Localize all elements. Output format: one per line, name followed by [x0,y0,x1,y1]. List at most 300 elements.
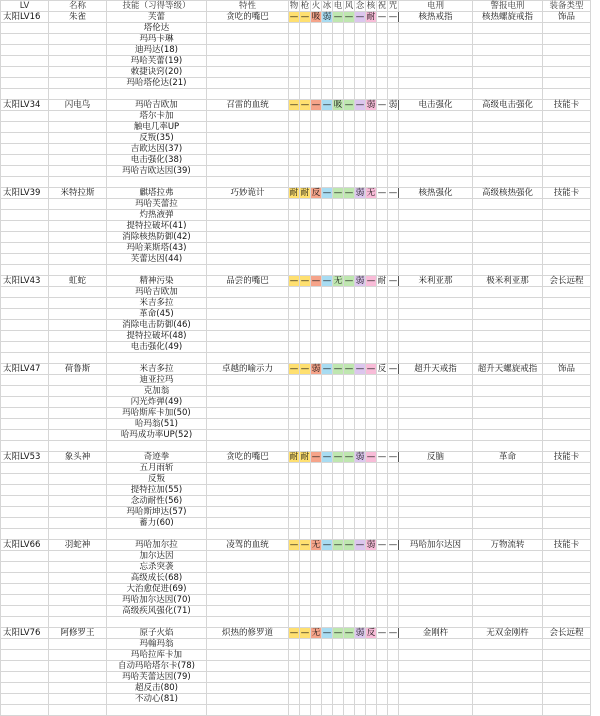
empty-cell [355,562,366,573]
empty-cell [289,243,300,254]
skill-cell: 玛哈芙蕾达因(79) [107,672,207,683]
empty-cell [377,584,388,595]
empty-cell [473,232,543,243]
skill-cell: 消除电击防御(46) [107,320,207,331]
empty-cell [377,375,388,386]
empty-cell [311,254,322,265]
empty-cell [300,166,311,177]
empty-cell [473,496,543,507]
empty-cell [388,221,399,232]
empty-cell [300,309,311,320]
empty-cell [49,309,107,320]
empty-cell [49,705,107,716]
empty-cell [311,562,322,573]
persona-trait: 凌驾的血统 [207,540,289,551]
empty-cell [289,45,300,56]
empty-cell [333,430,344,441]
empty-cell [344,584,355,595]
table-row [1,375,591,386]
table-row [1,408,591,419]
skill-cell: 玛玛卡琳 [107,34,207,45]
empty-cell [322,298,333,309]
empty-cell [377,133,388,144]
empty-cell [377,155,388,166]
empty-cell [311,584,322,595]
empty-cell [311,111,322,122]
empty-cell [207,419,289,430]
empty-cell [1,694,49,705]
empty-cell [344,650,355,661]
empty-cell [399,23,473,34]
empty-cell [355,419,366,430]
empty-cell [473,353,543,364]
empty-cell [344,320,355,331]
empty-cell [399,606,473,617]
resist-cell: — [344,11,354,22]
empty-cell [300,661,311,672]
skill-cell: 米吉多拉 [107,364,207,375]
empty-cell [344,562,355,573]
empty-cell [322,45,333,56]
empty-cell [377,177,388,188]
empty-cell [355,441,366,452]
empty-cell [311,496,322,507]
resist-cell: — [289,99,299,110]
empty-cell [333,309,344,320]
empty-cell [49,177,107,188]
empty-cell [49,89,107,100]
skill-cell: 玛哈斯坤达(57) [107,507,207,518]
empty-cell [543,551,591,562]
empty-cell [207,34,289,45]
empty-cell [399,56,473,67]
empty-cell [49,408,107,419]
empty-cell [543,67,591,78]
empty-cell [355,661,366,672]
table-row [1,45,591,56]
empty-cell [1,650,49,661]
empty-cell [366,144,377,155]
spacer-row [1,265,591,276]
header-name: 名称 [49,1,107,12]
empty-cell [399,430,473,441]
empty-cell [543,661,591,672]
empty-cell [377,485,388,496]
empty-cell [322,243,333,254]
empty-cell [311,243,322,254]
empty-cell [322,518,333,529]
empty-cell [355,408,366,419]
empty-cell [366,617,377,628]
empty-cell [388,265,399,276]
empty-cell [399,89,473,100]
skill-cell: 反叛(35) [107,133,207,144]
empty-cell [289,23,300,34]
empty-cell [311,694,322,705]
empty-cell [473,474,543,485]
empty-cell [300,155,311,166]
empty-cell [49,694,107,705]
electric-chair-result: 米利亚那 [399,276,473,287]
empty-cell [543,342,591,353]
empty-cell [388,375,399,386]
empty-cell [300,573,311,584]
empty-cell [300,243,311,254]
empty-cell [355,496,366,507]
empty-cell [107,177,207,188]
empty-cell [333,705,344,716]
empty-cell [322,683,333,694]
empty-cell [207,331,289,342]
table-row [1,67,591,78]
empty-cell [311,265,322,276]
empty-cell [1,463,49,474]
spacer-row [1,617,591,628]
empty-cell [107,89,207,100]
empty-cell [473,243,543,254]
empty-cell [207,584,289,595]
empty-cell [355,67,366,78]
table-row [1,166,591,177]
empty-cell [366,518,377,529]
empty-cell [344,485,355,496]
empty-cell [355,166,366,177]
empty-cell [543,243,591,254]
empty-cell [289,584,300,595]
empty-cell [322,78,333,89]
empty-cell [355,320,366,331]
empty-cell [49,639,107,650]
empty-cell [473,551,543,562]
empty-cell [377,551,388,562]
empty-cell [333,529,344,540]
empty-cell [388,694,399,705]
equip-type: 技能卡 [543,188,591,199]
empty-cell [49,111,107,122]
empty-cell [399,397,473,408]
empty-cell [322,485,333,496]
empty-cell [543,144,591,155]
empty-cell [1,23,49,34]
empty-cell [1,199,49,210]
empty-cell [333,650,344,661]
empty-cell [49,122,107,133]
resist-cell: — [344,539,354,550]
resist-cell: — [289,275,299,286]
empty-cell [107,353,207,364]
empty-cell [388,683,399,694]
empty-cell [355,199,366,210]
empty-cell [366,254,377,265]
empty-cell [333,694,344,705]
empty-cell [322,463,333,474]
empty-cell [300,584,311,595]
empty-cell [543,639,591,650]
resist-cell: — [289,627,299,638]
empty-cell [543,232,591,243]
empty-cell [207,254,289,265]
empty-cell [388,78,399,89]
empty-cell [207,705,289,716]
empty-cell [300,320,311,331]
resist-cell: — [388,187,398,198]
skill-cell: 迪玛达(18) [107,45,207,56]
equip-type: 技能卡 [543,100,591,111]
empty-cell [322,331,333,342]
empty-cell [355,287,366,298]
empty-cell [207,573,289,584]
empty-cell [207,617,289,628]
empty-cell [543,89,591,100]
skill-cell: 反叛 [107,474,207,485]
empty-cell [49,353,107,364]
empty-cell [543,573,591,584]
empty-cell [388,287,399,298]
empty-cell [543,419,591,430]
empty-cell [311,177,322,188]
empty-cell [322,177,333,188]
skill-cell: 提特拉加(55) [107,485,207,496]
empty-cell [207,199,289,210]
empty-cell [311,529,322,540]
empty-cell [300,265,311,276]
skill-cell: 提特拉破坏(41) [107,221,207,232]
empty-cell [473,56,543,67]
skill-cell: 玛哈斯库卡加(50) [107,408,207,419]
empty-cell [344,67,355,78]
empty-cell [473,287,543,298]
empty-cell [322,705,333,716]
empty-cell [473,397,543,408]
empty-cell [344,133,355,144]
empty-cell [289,518,300,529]
resist-cell: — [344,99,354,110]
empty-cell [377,353,388,364]
table-row [1,452,591,463]
resist-cell: — [388,363,398,374]
empty-cell [333,639,344,650]
empty-cell [322,430,333,441]
empty-cell [543,56,591,67]
empty-cell [49,67,107,78]
header-alarm-chair: 警报电刑 [473,1,543,12]
resist-cell: 弱 [366,539,376,550]
empty-cell [289,254,300,265]
empty-cell [49,56,107,67]
empty-cell [366,408,377,419]
empty-cell [543,518,591,529]
empty-cell [543,408,591,419]
empty-cell [333,89,344,100]
empty-cell [377,386,388,397]
empty-cell [311,144,322,155]
empty-cell [207,144,289,155]
empty-cell [366,166,377,177]
resist-cell: — [300,11,310,22]
empty-cell [473,485,543,496]
empty-cell [543,507,591,518]
empty-cell [311,166,322,177]
empty-cell [543,430,591,441]
empty-cell [300,606,311,617]
empty-cell [333,155,344,166]
empty-cell [49,166,107,177]
empty-cell [344,342,355,353]
empty-cell [473,265,543,276]
empty-cell [1,56,49,67]
empty-cell [366,661,377,672]
empty-cell [49,210,107,221]
empty-cell [399,309,473,320]
empty-cell [543,155,591,166]
skill-cell: 玛哈吉欧达因(39) [107,166,207,177]
resist-cell: 弱 [388,99,398,110]
electric-chair-result: 核热戒指 [399,12,473,23]
empty-cell [322,342,333,353]
empty-cell [344,573,355,584]
empty-cell [377,342,388,353]
empty-cell [300,485,311,496]
empty-cell [49,23,107,34]
empty-cell [473,639,543,650]
empty-cell [388,232,399,243]
resist-cell: — [289,11,299,22]
empty-cell [49,683,107,694]
empty-cell [49,155,107,166]
skill-cell: 玛哈吉欧加 [107,100,207,111]
empty-cell [366,595,377,606]
empty-cell [322,441,333,452]
empty-cell [322,287,333,298]
skill-cell: 玛哈芙蕾拉 [107,199,207,210]
empty-cell [377,639,388,650]
spacer-row [1,441,591,452]
table-row [1,606,591,617]
skill-cell: 念动耐性(56) [107,496,207,507]
empty-cell [322,265,333,276]
empty-cell [377,441,388,452]
table-row [1,507,591,518]
resist-cell: — [355,11,365,22]
resist-cell: — [300,539,310,550]
empty-cell [333,298,344,309]
empty-cell [377,518,388,529]
empty-cell [355,694,366,705]
empty-cell [333,595,344,606]
empty-cell [388,397,399,408]
resist-cell: 弱 [366,99,376,110]
empty-cell [377,243,388,254]
empty-cell [388,595,399,606]
empty-cell [311,507,322,518]
electric-chair-result: 玛哈加尔达因 [399,540,473,551]
empty-cell [366,56,377,67]
resist-cell: — [377,451,387,462]
empty-cell [388,56,399,67]
table-row [1,12,591,23]
empty-cell [355,144,366,155]
empty-cell [207,463,289,474]
skill-cell: 电击强化(38) [107,155,207,166]
empty-cell [1,474,49,485]
empty-cell [355,639,366,650]
empty-cell [543,78,591,89]
empty-cell [377,683,388,694]
empty-cell [207,89,289,100]
table-row [1,100,591,111]
empty-cell [1,606,49,617]
empty-cell [311,232,322,243]
empty-cell [344,595,355,606]
empty-cell [289,111,300,122]
empty-cell [355,254,366,265]
empty-cell [399,518,473,529]
header-resist-psy: 念 [355,0,365,11]
empty-cell [399,650,473,661]
empty-cell [300,474,311,485]
empty-cell [322,397,333,408]
empty-cell [300,254,311,265]
empty-cell [1,584,49,595]
empty-cell [377,694,388,705]
empty-cell [1,265,49,276]
skill-cell: 克加翁 [107,386,207,397]
empty-cell [300,342,311,353]
persona-trait: 贪吃的嘴巴 [207,452,289,463]
empty-cell [377,573,388,584]
empty-cell [49,496,107,507]
empty-cell [366,639,377,650]
empty-cell [322,474,333,485]
empty-cell [1,122,49,133]
empty-cell [473,342,543,353]
empty-cell [355,529,366,540]
empty-cell [344,507,355,518]
empty-cell [49,584,107,595]
empty-cell [289,78,300,89]
empty-cell [49,287,107,298]
empty-cell [366,397,377,408]
empty-cell [344,298,355,309]
persona-trait: 贪吃的嘴巴 [207,12,289,23]
empty-cell [322,694,333,705]
empty-cell [311,474,322,485]
empty-cell [300,386,311,397]
empty-cell [355,342,366,353]
alarm-chair-result: 核热螺旋戒指 [473,12,543,23]
resist-cell: — [322,275,332,286]
empty-cell [49,672,107,683]
empty-cell [377,309,388,320]
empty-cell [473,144,543,155]
empty-cell [207,408,289,419]
empty-cell [207,595,289,606]
empty-cell [333,606,344,617]
empty-cell [300,650,311,661]
empty-cell [311,45,322,56]
empty-cell [473,221,543,232]
empty-cell [473,584,543,595]
empty-cell [344,639,355,650]
table-row [1,628,591,639]
empty-cell [344,441,355,452]
empty-cell [207,155,289,166]
empty-cell [366,485,377,496]
persona-level: 太阳LV43 [1,276,49,287]
empty-cell [207,650,289,661]
empty-cell [300,518,311,529]
skill-cell: 玛哈莱斯塔(43) [107,243,207,254]
